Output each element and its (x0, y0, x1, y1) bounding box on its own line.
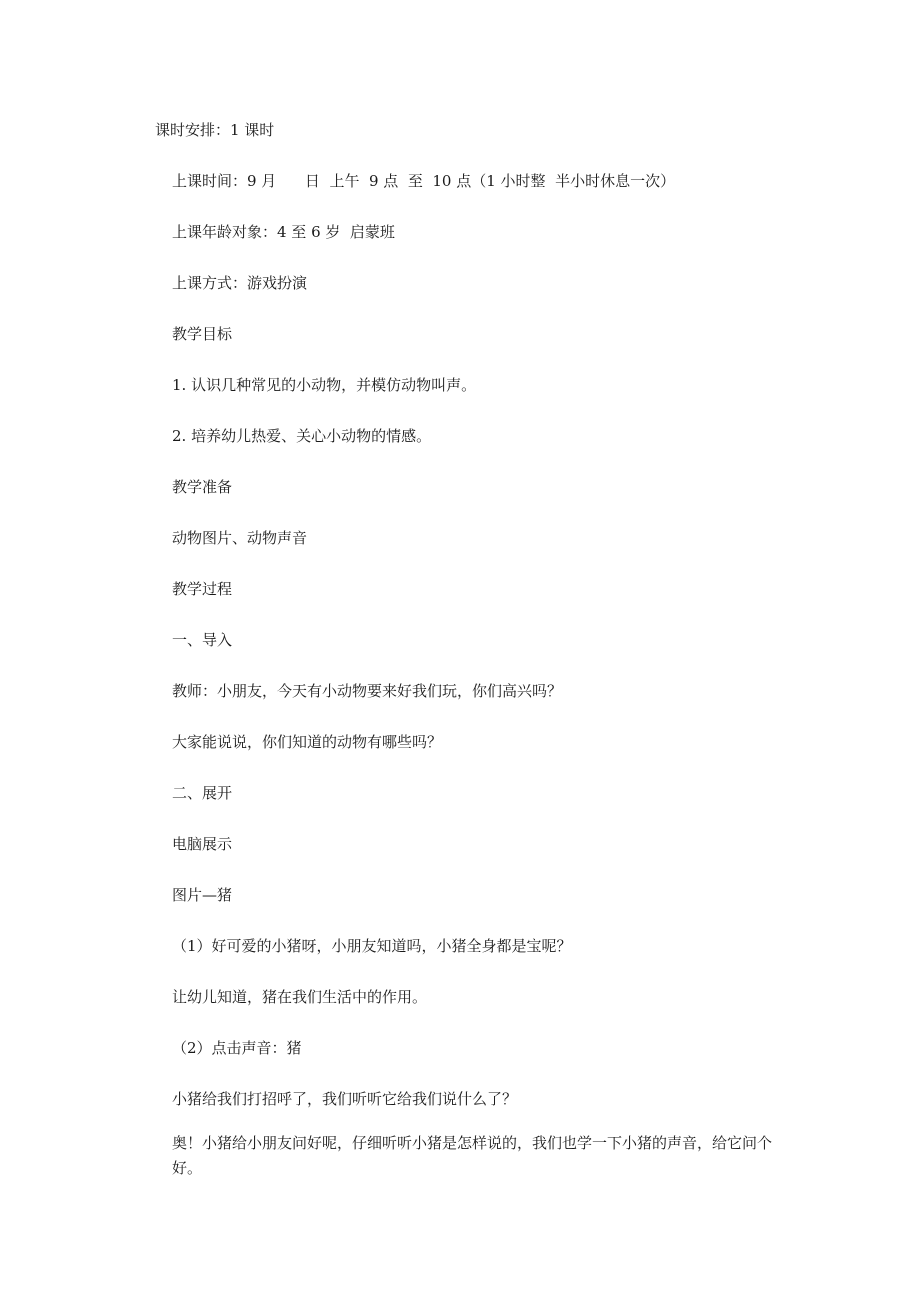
objective-2: 2. 培养幼儿热爱、关心小动物的情感。 (172, 427, 432, 445)
pig-greeting: 小猪给我们打招呼了，我们听听它给我们说什么了？ (172, 1090, 518, 1108)
class-time: 上课时间：9 月 日 上午 9 点 至 10 点（1 小时整 半小时休息一次） (172, 172, 676, 190)
computer-display: 电脑展示 (172, 835, 233, 853)
lesson-duration: 课时安排：1 课时 (155, 121, 275, 139)
heading-process: 教学过程 (172, 580, 233, 598)
heading-objectives: 教学目标 (172, 325, 233, 343)
teaching-method: 上课方式：游戏扮演 (172, 274, 308, 292)
preparation-items: 动物图片、动物声音 (172, 529, 308, 547)
step-2: （2）点击声音：猪 (172, 1039, 302, 1057)
step-1: （1）好可爱的小猪呀，小朋友知道吗，小猪全身都是宝呢？ (172, 937, 572, 955)
step-1-note: 让幼儿知道，猪在我们生活中的作用。 (172, 988, 428, 1006)
objective-1: 1. 认识几种常见的小动物，并模仿动物叫声。 (172, 376, 477, 394)
age-group: 上课年龄对象：4 至 6 岁 启蒙班 (172, 223, 395, 241)
heading-preparation: 教学准备 (172, 478, 233, 496)
teacher-line: 教师：小朋友，今天有小动物要来好我们玩，你们高兴吗？ (172, 682, 563, 700)
question-line: 大家能说说，你们知道的动物有哪些吗？ (172, 733, 443, 751)
final-paragraph: 奥！小猪给小朋友问好呢，仔细听听小猪是怎样说的，我们也学一下小猪的声音，给它问个好。 (172, 1134, 773, 1177)
picture-pig: 图片—猪 (172, 886, 233, 904)
section-intro: 一、导入 (172, 631, 233, 649)
section-expand: 二、展开 (172, 784, 233, 802)
